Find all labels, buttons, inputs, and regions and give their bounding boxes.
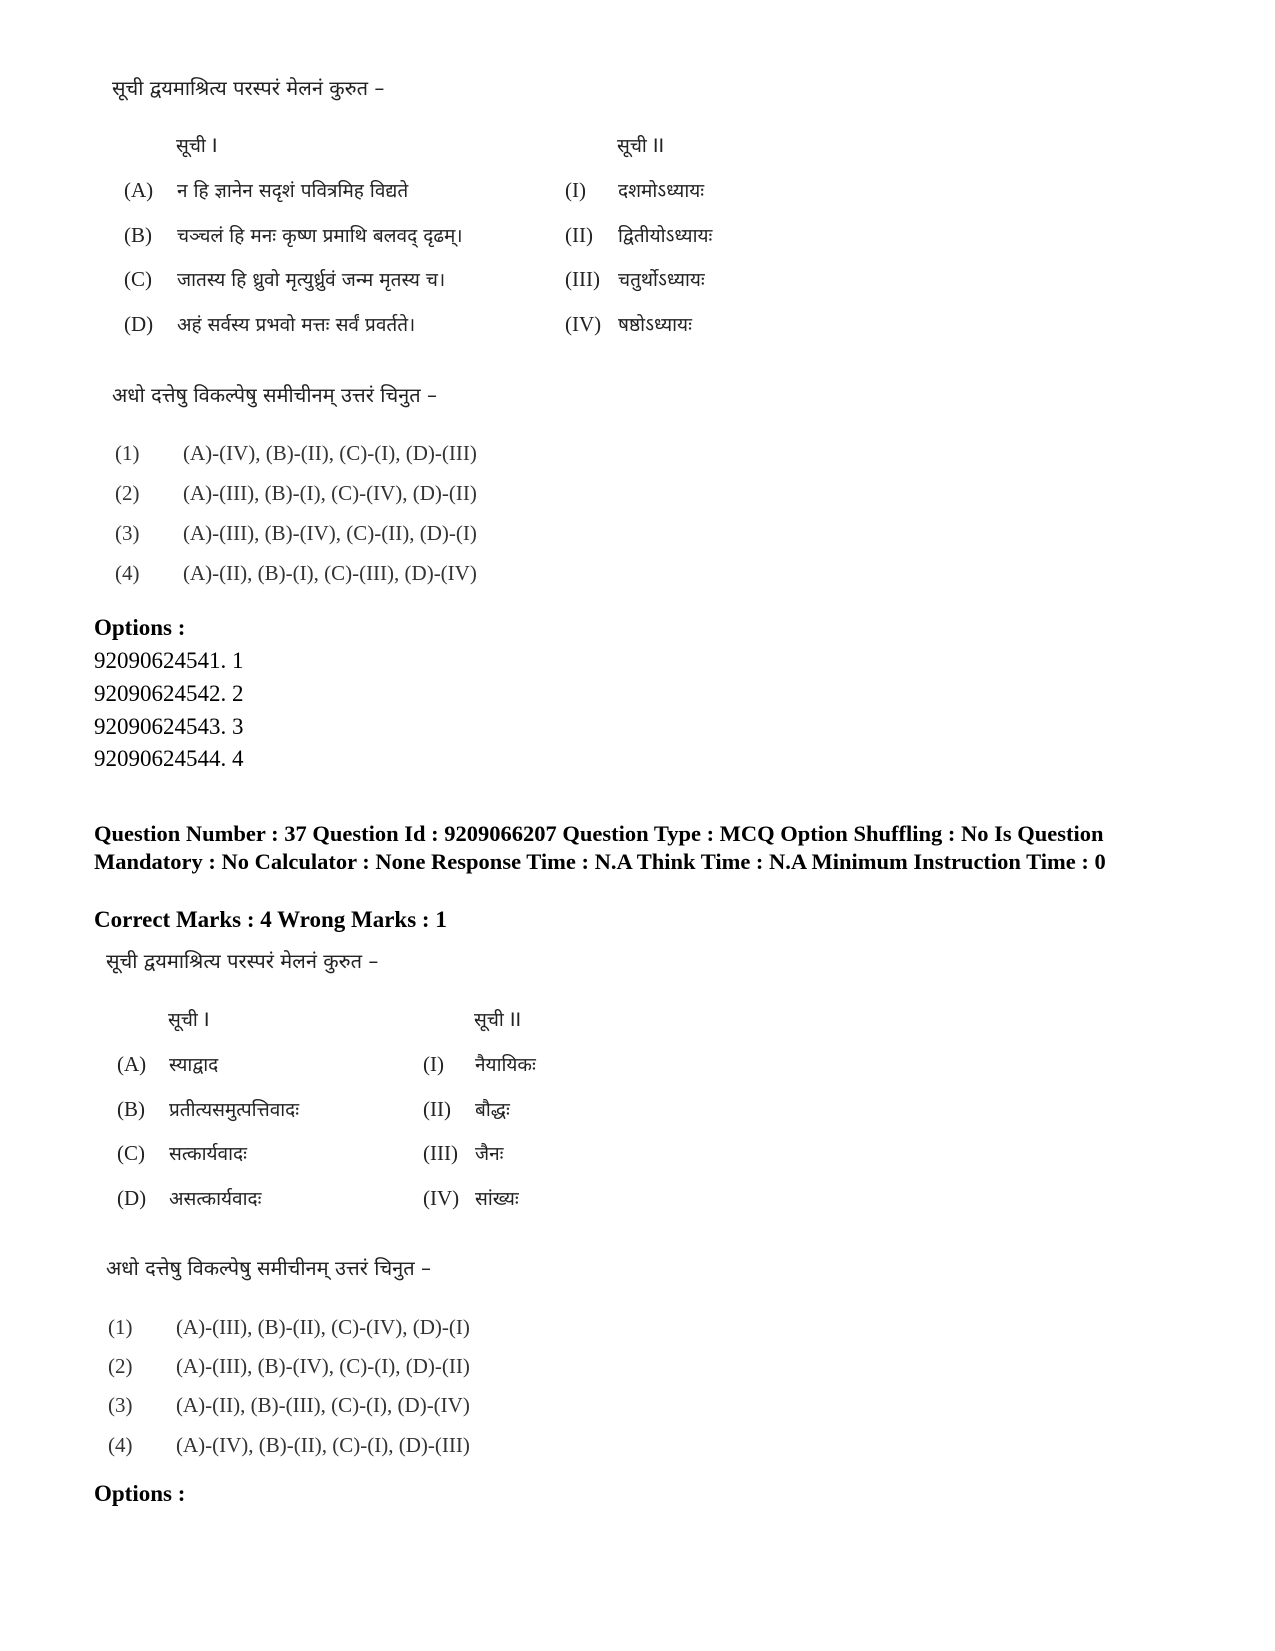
q36-choice-4-number: (4) [115,561,140,585]
q36-row-c-label: (C) [124,267,152,291]
q37-row-a-label: (A) [117,1052,147,1076]
q37-list1-header: सूची I [168,1009,210,1031]
q36-row-b-text: चञ्चलं हि मनः कृष्ण प्रमाथि बलवद् दृढम्। [177,225,463,247]
q36-choice-1-number: (1) [115,441,140,465]
q37-options-label: Options : [94,1481,186,1506]
q36-list1-header: सूची I [176,135,218,157]
q36-option-1[interactable]: 92090624541. 1 [94,648,244,673]
q36-choice-1-text: (A)-(IV), (B)-(II), (C)-(I), (D)-(III) [183,441,477,465]
q37-row-a-text: स्याद्वाद [169,1054,219,1076]
q36-row-b-right-label: (II) [565,223,593,247]
q37-choice-4-number: (4) [108,1433,133,1457]
q37-row-b-text: प्रतीत्यसमुत्पत्तिवादः [169,1099,300,1121]
q37-row-a-right-text: नैयायिकः [475,1054,536,1076]
q37-row-c-right-label: (III) [423,1141,458,1165]
q36-list2-header: सूची II [617,135,665,157]
q37-row-c-right-text: जैनः [475,1143,504,1165]
q37-choice-1-text: (A)-(III), (B)-(II), (C)-(IV), (D)-(I) [176,1315,470,1339]
q36-row-b-right-text: द्वितीयोऽध्यायः [618,225,713,247]
q37-row-d-right-text: सांख्यः [475,1188,519,1210]
q37-row-d-right-label: (IV) [423,1186,460,1210]
q36-option-4[interactable]: 92090624544. 4 [94,746,244,771]
q36-row-b-label: (B) [124,223,152,247]
q36-choose-instruction: अधो दत्तेषु विकल्पेषु समीचीनम् उत्तरं चिनुत – [112,383,438,407]
q37-instruction: सूची द्वयमाश्रित्य परस्परं मेलनं कुरुत – [106,949,379,973]
q36-row-c-right-label: (III) [565,267,600,291]
q37-choice-3-number: (3) [108,1393,133,1417]
q37-choice-4-text: (A)-(IV), (B)-(II), (C)-(I), (D)-(III) [176,1433,470,1457]
q37-row-b-label: (B) [117,1097,145,1121]
q36-instruction: सूची द्वयमाश्रित्य परस्परं मेलनं कुरुत – [112,76,385,100]
q37-choice-3-text: (A)-(II), (B)-(III), (C)-(I), (D)-(IV) [176,1393,470,1417]
q37-row-b-right-label: (II) [423,1097,451,1121]
q36-row-a-label: (A) [124,178,154,202]
q36-row-a-right-label: (I) [565,178,586,202]
q36-choice-3-text: (A)-(III), (B)-(IV), (C)-(II), (D)-(I) [183,521,477,545]
q36-row-d-right-label: (IV) [565,312,602,336]
q36-options-label: Options : [94,615,186,640]
q37-row-c-text: सत्कार्यवादः [169,1143,247,1165]
q36-choice-4-text: (A)-(II), (B)-(I), (C)-(III), (D)-(IV) [183,561,477,585]
q37-row-d-label: (D) [117,1186,147,1210]
q37-row-d-text: असत्कार्यवादः [169,1188,262,1210]
q37-marks: Correct Marks : 4 Wrong Marks : 1 [94,907,447,932]
q36-choice-2-text: (A)-(III), (B)-(I), (C)-(IV), (D)-(II) [183,481,477,505]
q36-row-c-right-text: चतुर्थोऽध्यायः [618,269,705,291]
q36-row-d-text: अहं सर्वस्य प्रभवो मत्तः सर्वं प्रवर्तते। [177,314,416,336]
q37-row-c-label: (C) [117,1141,145,1165]
q36-row-a-right-text: दशमोऽध्यायः [618,180,705,202]
q37-choose-instruction: अधो दत्तेषु विकल्पेषु समीचीनम् उत्तरं चिनुत – [106,1256,432,1280]
q36-row-a-text: न हि ज्ञानेन सदृशं पवित्रमिह विद्यते [177,180,409,202]
q36-option-3[interactable]: 92090624543. 3 [94,714,244,739]
q36-row-d-right-text: षष्ठोऽध्यायः [618,314,692,336]
q36-choice-2-number: (2) [115,481,140,505]
q37-row-b-right-text: बौद्धः [475,1099,510,1121]
q36-row-c-text: जातस्य हि ध्रुवो मृत्युर्ध्रुवं जन्म मृतस्य च। [177,269,446,291]
q36-row-d-label: (D) [124,312,154,336]
q37-choice-1-number: (1) [108,1315,133,1339]
q37-choice-2-number: (2) [108,1354,133,1378]
q36-option-2[interactable]: 92090624542. 2 [94,681,244,706]
q36-choice-3-number: (3) [115,521,140,545]
q37-list2-header: सूची II [474,1009,522,1031]
q37-row-a-right-label: (I) [423,1052,444,1076]
q37-metadata: Question Number : 37 Question Id : 9209066207 Question Type : MCQ Option Shuffling : No Is Question Mandatory : No Calculator : None Response Time : N.A Think Time : N.A Minimum Instruction Time : 0 [94,821,1106,874]
q37-choice-2-text: (A)-(III), (B)-(IV), (C)-(I), (D)-(II) [176,1354,470,1378]
